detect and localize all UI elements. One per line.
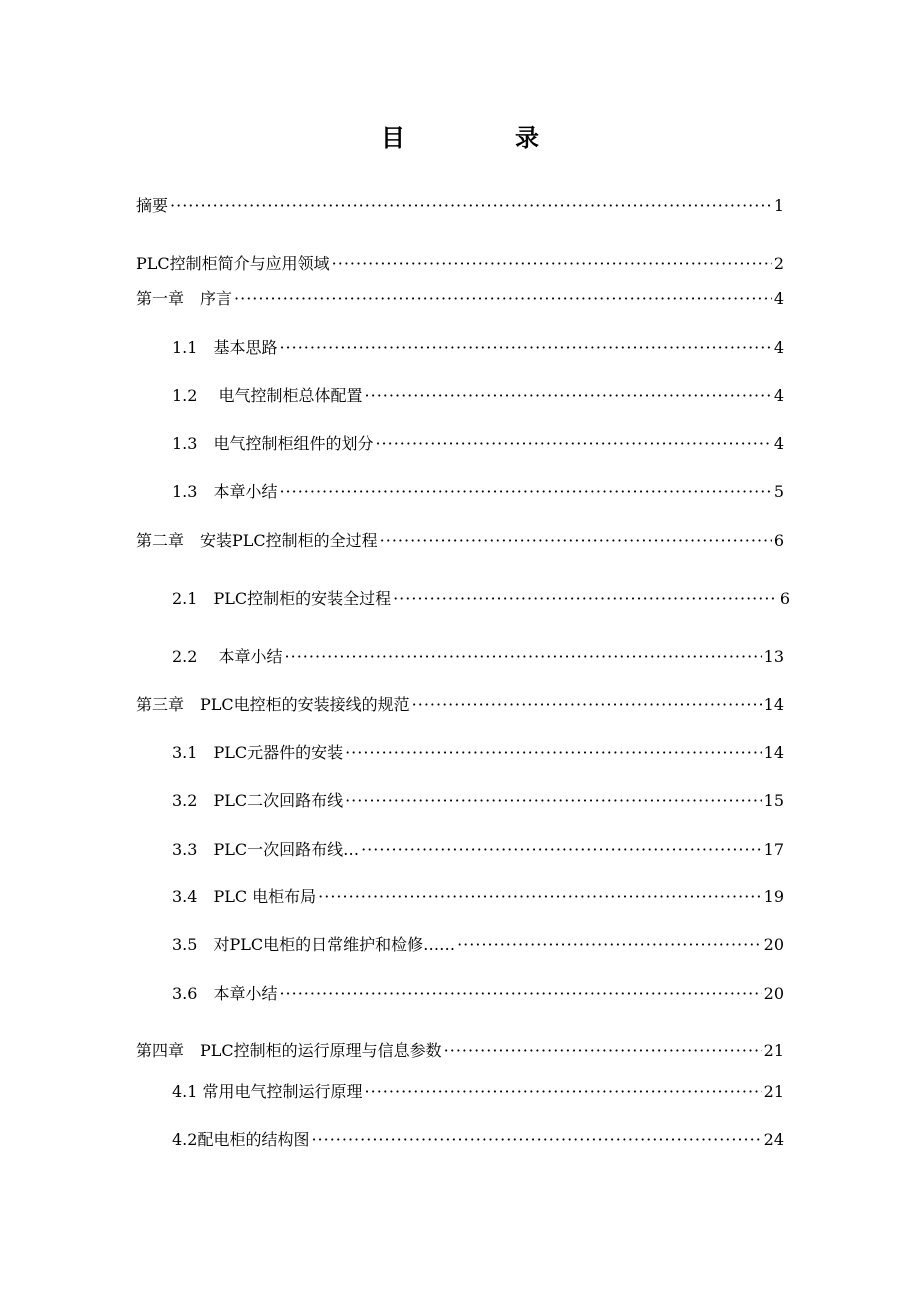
toc-leader-dots xyxy=(332,252,772,276)
toc-entry-label: 1.2 电气控制柜总体配置 xyxy=(172,386,363,405)
toc-entry-page: 24 xyxy=(763,1130,784,1149)
toc-entry-intro[interactable] xyxy=(136,252,784,276)
toc-entry-label: 3.5 对PLC电柜的日常维护和检修…… xyxy=(172,935,456,954)
toc-leader-dots xyxy=(365,1080,762,1104)
toc-title-char-1: 目 xyxy=(381,123,405,152)
toc-entry-3-5[interactable] xyxy=(172,933,784,957)
toc-leader-dots xyxy=(365,384,772,408)
toc-entry-1-summary[interactable] xyxy=(172,480,784,504)
toc-entry-page: 4 xyxy=(773,289,784,308)
toc-entry-label: 4.2配电柜的结构图 xyxy=(172,1130,310,1149)
toc-leader-dots xyxy=(457,933,762,957)
toc-entry-chapter-3[interactable] xyxy=(136,693,784,717)
toc-entry-1-1[interactable] xyxy=(172,336,784,360)
toc-entry-page: 14 xyxy=(763,695,784,714)
toc-leader-dots xyxy=(380,529,772,553)
toc-leader-dots xyxy=(279,480,771,504)
toc-entry-3-1[interactable] xyxy=(172,741,784,765)
toc-entry-label: 3.4 PLC 电柜布局 xyxy=(172,887,317,906)
toc-entry-3-3[interactable] xyxy=(172,838,784,862)
toc-entry-page: 2 xyxy=(773,254,784,273)
toc-entry-3-summary[interactable] xyxy=(172,982,784,1006)
toc-entry-3-2[interactable] xyxy=(172,789,784,813)
toc-entry-label: 摘要 xyxy=(136,196,169,215)
toc-entry-page: 13 xyxy=(763,647,784,666)
toc-entry-1-3[interactable] xyxy=(172,432,784,456)
toc-entry-2-1[interactable] xyxy=(172,587,790,611)
toc-entry-page: 21 xyxy=(763,1041,784,1060)
toc-entry-page: 6 xyxy=(779,589,790,608)
toc-leader-dots xyxy=(345,789,762,813)
toc-entry-label: 1.3 电气控制柜组件的划分 xyxy=(172,434,374,453)
toc-entry-page: 1 xyxy=(773,196,784,215)
toc-entry-page: 4 xyxy=(773,386,784,405)
toc-entry-label: 3.2 PLC二次回路布线 xyxy=(172,791,344,810)
toc-leader-dots xyxy=(393,587,778,611)
toc-entry-page: 15 xyxy=(763,791,784,810)
toc-title-char-2: 录 xyxy=(515,123,539,152)
toc-leader-dots xyxy=(170,194,772,218)
toc-leader-dots xyxy=(279,336,771,360)
toc-entry-label: 3.1 PLC元器件的安装 xyxy=(172,743,344,762)
toc-entry-label: PLC控制柜简介与应用领域 xyxy=(136,254,330,273)
toc-title xyxy=(0,118,920,158)
toc-leader-dots xyxy=(361,838,762,862)
toc-entry-2-2[interactable] xyxy=(172,645,784,669)
toc-leader-dots xyxy=(311,1128,761,1152)
toc-entry-label: 4.1 常用电气控制运行原理 xyxy=(172,1082,363,1101)
toc-entry-chapter-2[interactable] xyxy=(136,529,784,553)
toc-entry-label: 2.1 PLC控制柜的安装全过程 xyxy=(172,589,392,608)
toc-leader-dots xyxy=(318,885,761,909)
toc-leader-dots xyxy=(285,645,762,669)
toc-entry-page: 19 xyxy=(763,887,784,906)
toc-entry-page: 4 xyxy=(773,434,784,453)
toc-entry-page: 14 xyxy=(763,743,784,762)
toc-entry-label: 2.2 本章小结 xyxy=(172,647,283,666)
toc-entry-page: 4 xyxy=(773,338,784,357)
toc-entry-abstract[interactable] xyxy=(136,194,784,218)
toc-entry-4-2[interactable] xyxy=(172,1128,784,1152)
toc-entry-label: 第三章 PLC电控柜的安装接线的规范 xyxy=(136,695,410,714)
toc-leader-dots xyxy=(279,982,761,1006)
toc-leader-dots xyxy=(412,693,762,717)
toc-entry-label: 3.3 PLC一次回路布线… xyxy=(172,840,360,859)
toc-entry-label: 第一章 序言 xyxy=(136,289,233,308)
toc-entry-1-2[interactable] xyxy=(172,384,784,408)
toc-entry-label: 第二章 安装PLC控制柜的全过程 xyxy=(136,531,378,550)
toc-entry-label: 1.1 基本思路 xyxy=(172,338,278,357)
toc-entry-page: 20 xyxy=(763,935,784,954)
toc-entry-page: 20 xyxy=(763,984,784,1003)
toc-entry-label: 3.6 本章小结 xyxy=(172,984,278,1003)
toc-entry-chapter-1[interactable] xyxy=(136,287,784,311)
toc-leader-dots xyxy=(375,432,771,456)
toc-leader-dots xyxy=(444,1039,762,1063)
toc-entry-3-4[interactable] xyxy=(172,885,784,909)
toc-entry-page: 17 xyxy=(763,840,784,859)
toc-entry-chapter-4[interactable] xyxy=(136,1039,784,1063)
toc-leader-dots xyxy=(234,287,772,311)
toc-entry-label: 第四章 PLC控制柜的运行原理与信息参数 xyxy=(136,1041,442,1060)
toc-entry-4-1[interactable] xyxy=(172,1080,784,1104)
toc-leader-dots xyxy=(345,741,762,765)
toc-entry-page: 5 xyxy=(773,482,784,501)
toc-entry-page: 6 xyxy=(773,531,784,550)
toc-entry-label: 1.3 本章小结 xyxy=(172,482,278,501)
toc-entry-page: 21 xyxy=(763,1082,784,1101)
